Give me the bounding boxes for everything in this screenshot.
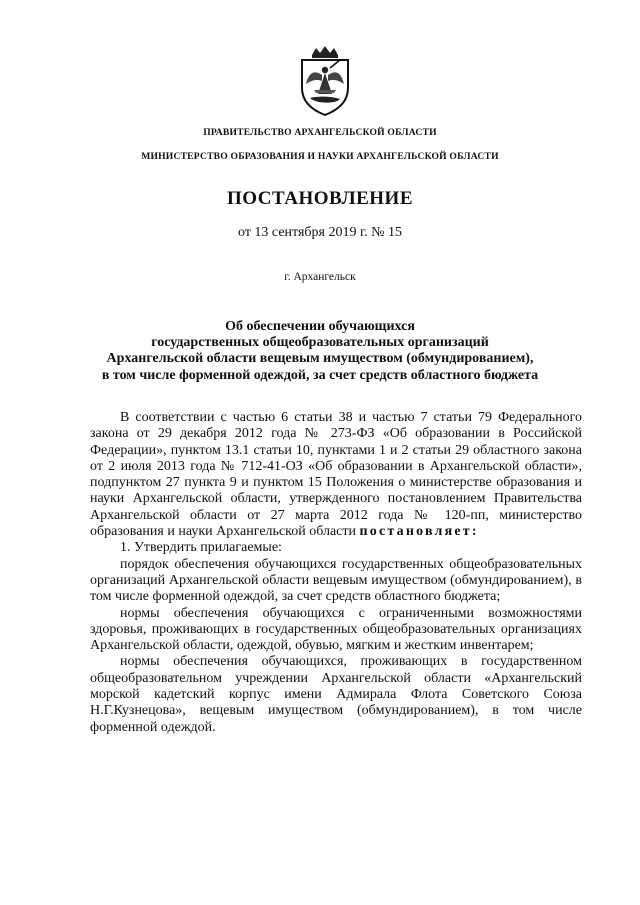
title-line: Об обеспечении обучающихся: [225, 319, 415, 334]
document-title: [60, 319, 580, 384]
document-body: [90, 410, 582, 736]
title-line: государственных общеобразовательных организаций: [151, 335, 489, 351]
document-city: г. Архангельск: [284, 271, 356, 283]
approved-norms-cadet-paragraph: нормы обеспечения обучающихся, проживающих в государственном общеобразовательном учреждении Архангельской области «Архангельский морской кадетский корпус имени Адмирала Флота Советского Союза Н.Г.Кузнецова», вещевым имуществом (обмундированием), в том числе форменной одеждой.: [90, 654, 582, 735]
document-date: от 13 сентября 2019 г. № 15: [238, 225, 402, 240]
approved-norms-disabled-paragraph: нормы обеспечения обучающихся с ограниченными возможностями здоровья, проживающих в государственных общеобразовательных организациях Архангельской области, одеждой, обувью, мягким и жестким инвентарем;: [90, 605, 582, 654]
coat-of-arms-icon: [296, 46, 354, 116]
title-line: в том числе форменной одеждой, за счет средств областного бюджета: [101, 367, 539, 383]
title-line: Архангельской области вещевым имуществом (обмундированием),: [106, 351, 534, 367]
document-type: ПОСТАНОВЛЕНИЕ: [226, 188, 414, 209]
preamble-paragraph: [90, 410, 582, 540]
ministry-heading: МИНИСТЕРСТВО ОБРАЗОВАНИЯ И НАУКИ АРХАНГЕЛЬСКОЙ ОБЛАСТИ: [141, 151, 499, 162]
government-heading: ПРАВИТЕЛЬСТВО АРХАНГЕЛЬСКОЙ ОБЛАСТИ: [203, 127, 437, 138]
resolution-keyword: постановляет:: [359, 524, 479, 540]
preamble-text: В соответствии с частью 6 статьи 38 и частью 7 статьи 79 Федерального закона от 29 декабря 2012 года № 273-ФЗ «Об образовании в Российской Федерации», пунктом 13.1 статьи 10, пунктами 1 и 2 статьи 29 областного закона от 2 июля 2013 года № 712-41-ОЗ «Об образовании в Архангельской области», подпунктом 27 пункта 9 и пунктом 15 Положения о министерстве образования и науки Архангельской области, утвержденного постановлением Правительства Архангельской области от 27 марта 2012 года № 120-пп, министерство образования и науки Архангельской области: [90, 410, 582, 540]
approved-procedure-paragraph: порядок обеспечения обучающихся государственных общеобразовательных организаций Архангельской области вещевым имуществом (обмундированием), в том числе форменной одеждой, за счет средств областного бюджета;: [90, 556, 582, 605]
item-1-paragraph: 1. Утвердить прилагаемые:: [120, 540, 282, 556]
